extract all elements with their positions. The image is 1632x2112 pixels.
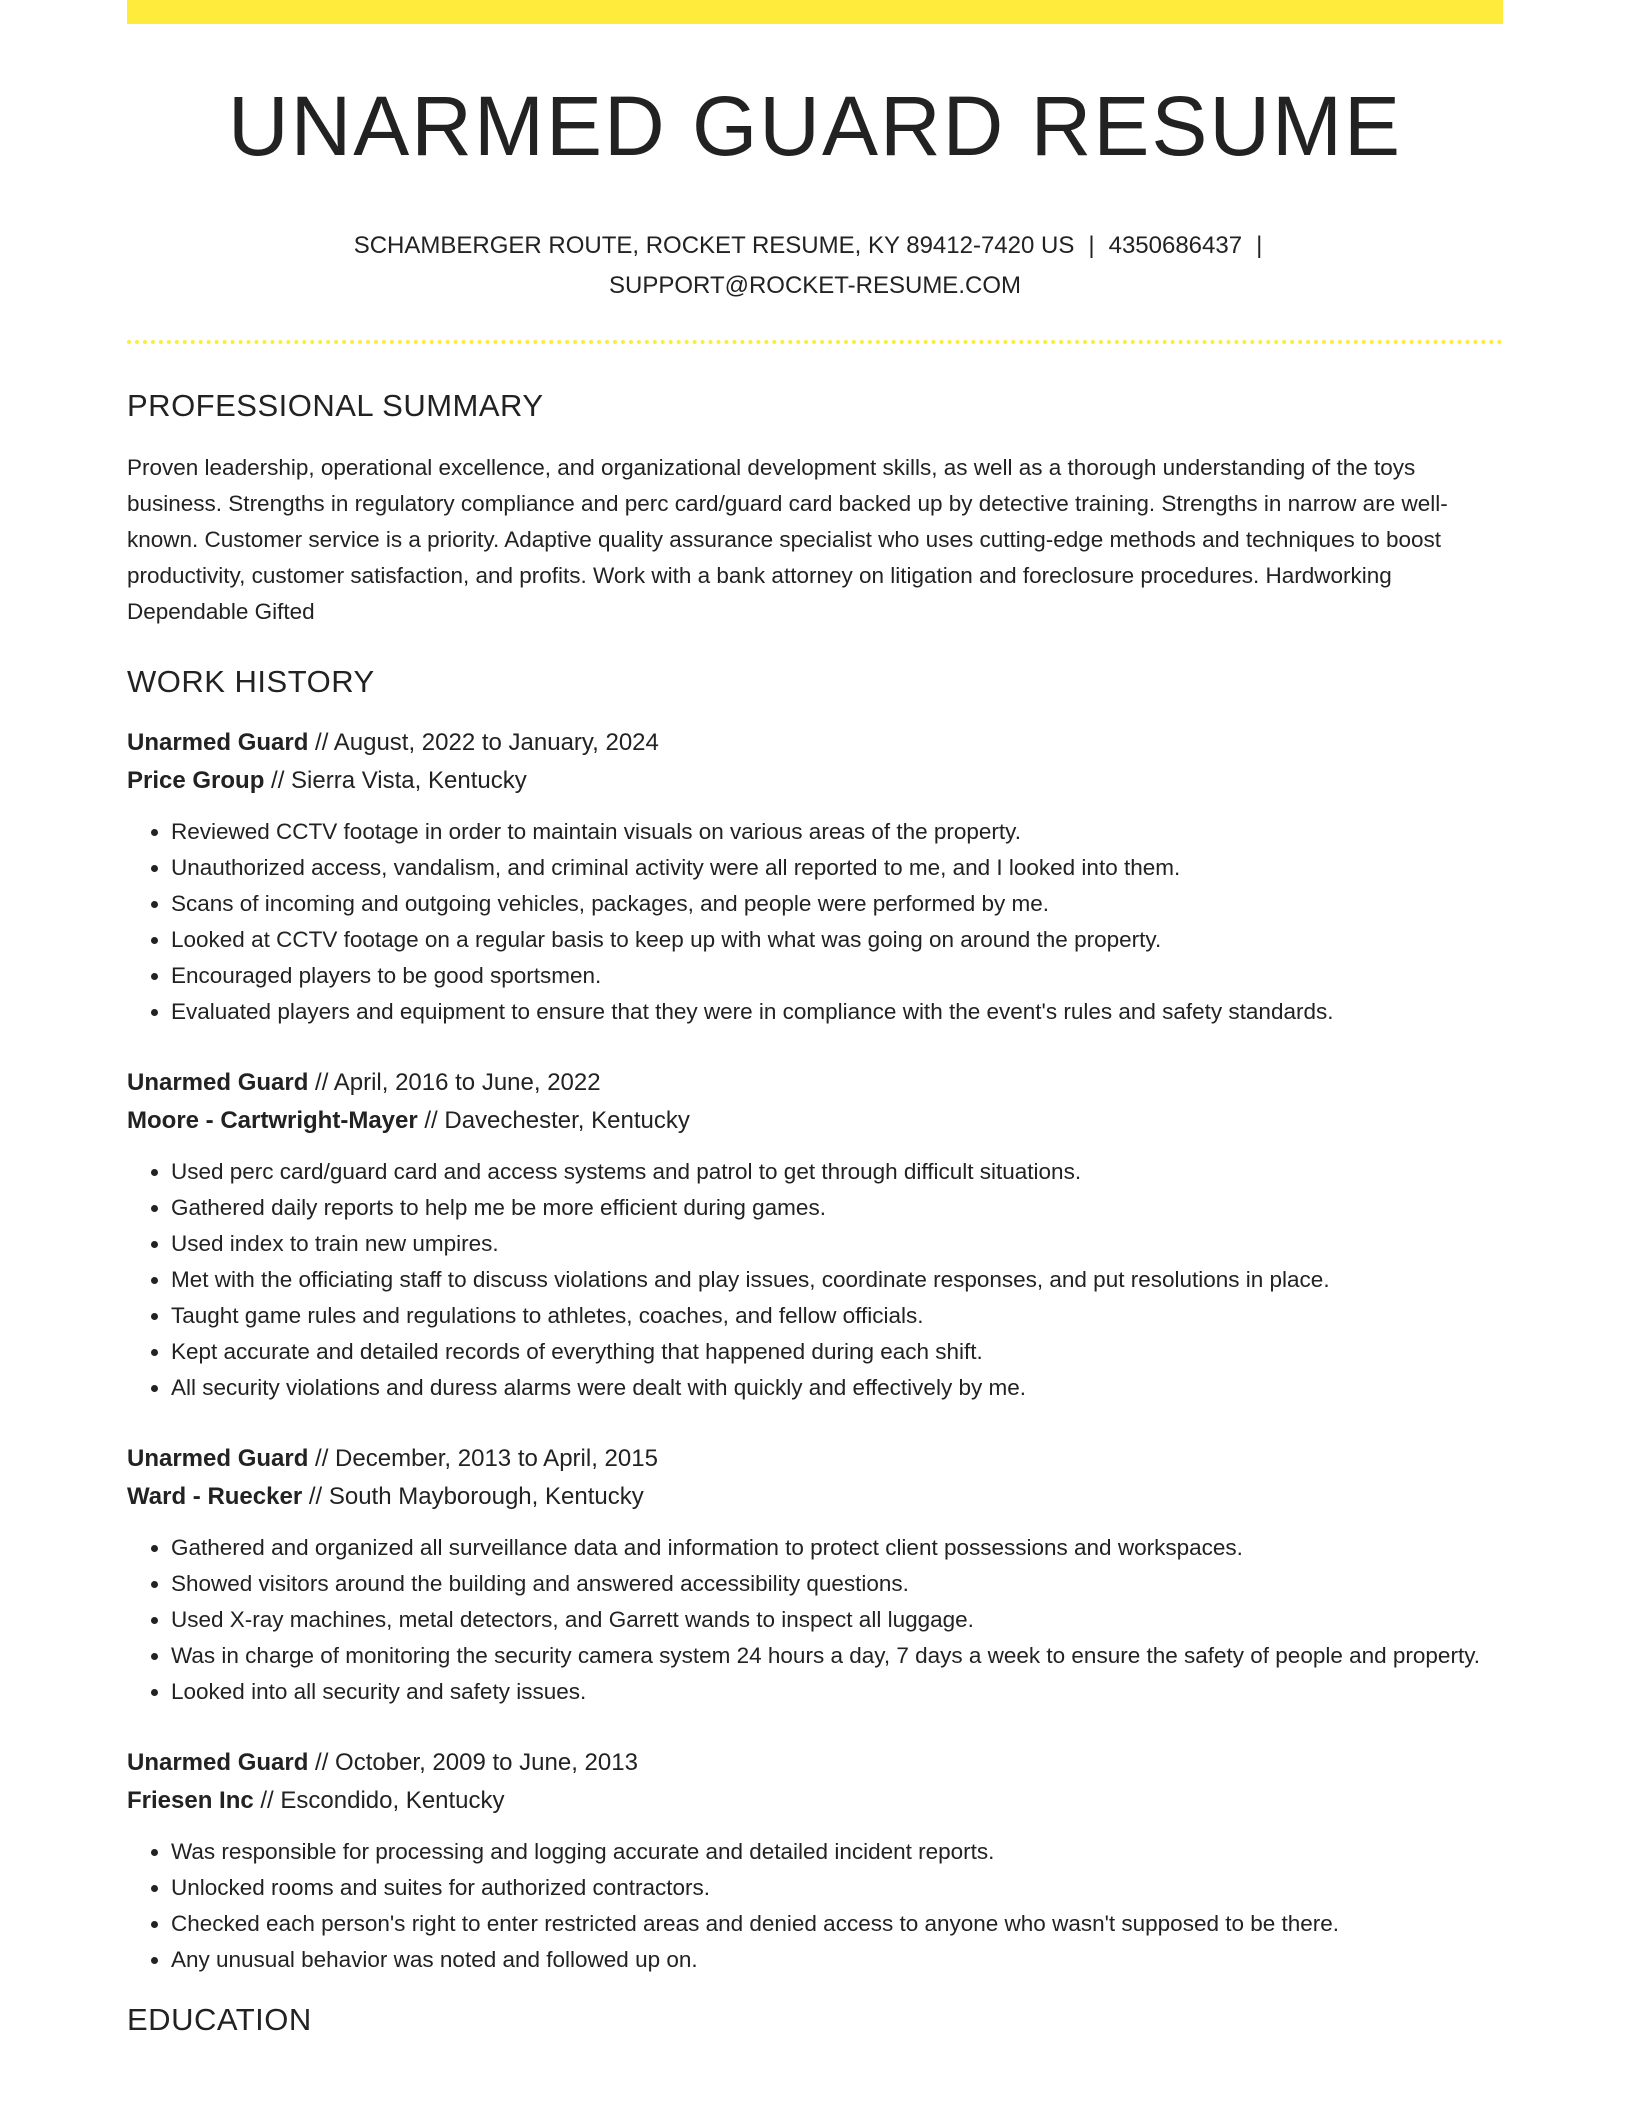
job-title-line [127,724,1503,762]
job-bullet: • Encouraged players to be good sportsmen. [171,958,1503,994]
job-entry [127,724,1503,1030]
job-bullet: • Looked at CCTV footage on a regular basis to keep up with what was going on around the property. [171,922,1503,958]
job-title: Unarmed Guard [127,1069,309,1097]
job-bullet: • All security violations and duress alarms were dealt with quickly and effectively by me. [171,1370,1503,1406]
date-separator: // [308,729,334,757]
header-divider [127,340,1503,344]
job-bullet: • Reviewed CCTV footage in order to maintain visuals on various areas of the property. [171,814,1503,850]
work-history-list [127,724,1503,1978]
resume-title: UNARMED GUARD RESUME [227,79,1403,173]
job-bullet: • Gathered daily reports to help me be more efficient during games. [171,1190,1503,1226]
date-separator: // [302,1483,329,1511]
job-entry [127,1440,1503,1710]
job-company: Price Group [127,767,265,795]
job-bullet: • Any unusual behavior was noted and followed up on. [171,1942,1503,1978]
job-title-line [127,1744,1503,1782]
job-bullet: • Kept accurate and detailed records of everything that happened during each shift. [171,1334,1503,1370]
job-bullet: • Gathered and organized all surveillance data and information to protect client possessions and workspaces. [171,1530,1503,1566]
job-dates: October, 2009 to June, 2013 [335,1749,638,1777]
date-separator: // [308,1749,336,1777]
summary-heading: PROFESSIONAL SUMMARY [127,388,544,424]
job-bullet: • Met with the officiating staff to discuss violations and play issues, coordinate responses, and put resolutions in place. [171,1262,1503,1298]
contact-email: SUPPORT@ROCKET-RESUME.COM [609,272,1021,300]
contact-info [127,226,1503,306]
job-bullet: • Was responsible for processing and logging accurate and detailed incident reports. [171,1834,1503,1870]
job-company-line [127,762,1503,800]
job-dates: December, 2013 to April, 2015 [335,1445,658,1473]
education-heading: EDUCATION [127,2002,312,2038]
job-bullet: • Used index to train new umpires. [171,1226,1503,1262]
job-bullet: • Unauthorized access, vandalism, and criminal activity were all reported to me, and I looked into them. [171,850,1503,886]
resume-page [127,0,1503,2038]
job-bullet: • Taught game rules and regulations to athletes, coaches, and fellow officials. [171,1298,1503,1334]
date-separator: // [264,767,292,795]
job-bullet-list [127,1530,1503,1710]
job-title-line [127,1440,1503,1478]
contact-phone: 4350686437 [1108,232,1243,260]
job-bullet: • Showed visitors around the building and answered accessibility questions. [171,1566,1503,1602]
date-separator: // [308,1069,334,1097]
job-bullet: • Used perc card/guard card and access systems and patrol to get through difficult situations. [171,1154,1503,1190]
job-title-line [127,1064,1503,1102]
job-company: Ward - Ruecker [127,1483,303,1511]
job-company-line [127,1478,1503,1516]
job-dates: April, 2016 to June, 2022 [333,1069,601,1097]
job-location: Sierra Vista, Kentucky [291,767,527,795]
job-bullet: • Looked into all security and safety issues. [171,1674,1503,1710]
job-bullet-list [127,1154,1503,1406]
contact-separator: | [1256,232,1263,260]
job-bullet: • Checked each person's right to enter restricted areas and denied access to anyone who wasn't supposed to be there. [171,1906,1503,1942]
job-location: South Mayborough, Kentucky [328,1483,644,1511]
job-entry [127,1064,1503,1406]
job-entry [127,1744,1503,1978]
job-bullet-list [127,1834,1503,1978]
date-separator: // [308,1445,336,1473]
job-bullet: • Evaluated players and equipment to ensure that they were in compliance with the event's rules and safety standards. [171,994,1503,1030]
job-dates: August, 2022 to January, 2024 [333,729,659,757]
contact-separator: | [1088,232,1095,260]
date-separator: // [253,1787,281,1815]
job-company: Moore - Cartwright-Mayer [127,1107,418,1135]
job-bullet: • Was in charge of monitoring the security camera system 24 hours a day, 7 days a week to ensure the safety of people and property. [171,1638,1503,1674]
summary-text: Proven leadership, operational excellence, and organizational development skills, as well as a thorough understanding of the toys business. Strengths in regulatory compliance and perc card/guard card backed up by detective training. Strengths in narrow are well-known. Customer service is a priority. Adaptive quality assurance specialist who uses cutting-edge methods and techniques to boost productivity, customer satisfaction, and profits. Work with a bank attorney on litigation and foreclosure procedures. Hardworking Dependable Gifted [127,455,1448,625]
job-title: Unarmed Guard [127,729,309,757]
date-separator: // [417,1107,445,1135]
job-company: Friesen Inc [127,1787,254,1815]
work-history-heading: WORK HISTORY [127,664,375,700]
job-company-line [127,1782,1503,1820]
job-bullet: • Unlocked rooms and suites for authorized contractors. [171,1870,1503,1906]
job-bullet: • Used X-ray machines, metal detectors, and Garrett wands to inspect all luggage. [171,1602,1503,1638]
job-location: Davechester, Kentucky [444,1107,690,1135]
job-title: Unarmed Guard [127,1749,309,1777]
contact-address: SCHAMBERGER ROUTE, ROCKET RESUME, KY 89412-7420 US [353,232,1075,260]
job-company-line [127,1102,1503,1140]
job-bullet: • Scans of incoming and outgoing vehicles, packages, and people were performed by me. [171,886,1503,922]
job-bullet-list [127,814,1503,1030]
top-accent-bar [127,0,1503,24]
job-location: Escondido, Kentucky [280,1787,505,1815]
job-title: Unarmed Guard [127,1445,309,1473]
